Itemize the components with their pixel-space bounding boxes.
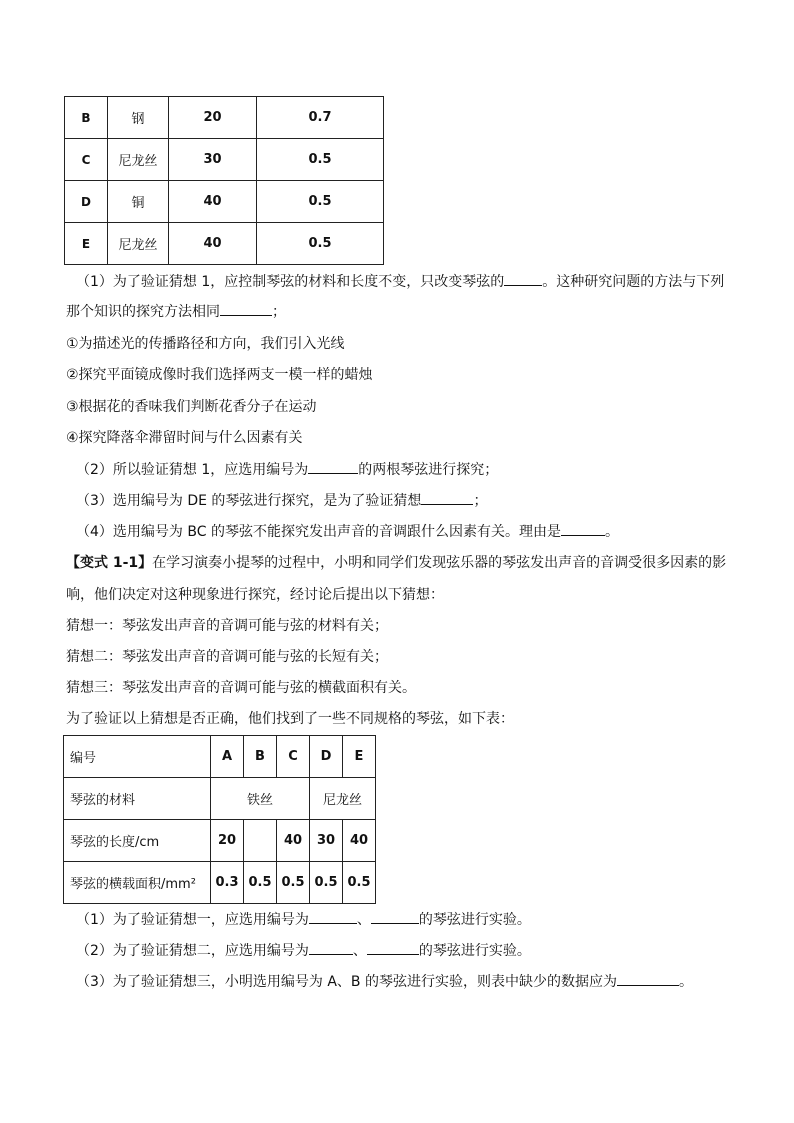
answer-blank[interactable] <box>220 303 272 316</box>
q3-text-b: ； <box>473 493 488 509</box>
string-spec-table-top <box>64 96 384 265</box>
vq2-text-a: （2）为了验证猜想二，应选用编号为 <box>76 943 309 959</box>
question-4 <box>76 523 619 541</box>
vq1-sep: 、 <box>356 912 371 928</box>
table1-material-cell: 钢 <box>108 97 169 139</box>
q4-text-b: 。 <box>604 524 619 540</box>
table1-area-cell: 0.7 <box>257 97 384 139</box>
question-1-line-2 <box>66 303 286 321</box>
table-row <box>65 181 384 223</box>
table1-material-cell: 尼龙丝 <box>108 223 169 265</box>
table2-area-e: 0.5 <box>343 862 376 904</box>
table2-material-label: 琴弦的材料 <box>64 778 211 820</box>
answer-blank[interactable] <box>421 492 473 505</box>
table1-material-cell: 铜 <box>108 181 169 223</box>
table-intro: 为了验证以上猜想是否正确，他们找到了一些不同规格的琴弦，如下表： <box>66 711 514 727</box>
answer-blank[interactable] <box>371 911 419 924</box>
question-2 <box>76 461 498 479</box>
table1-area-cell: 0.5 <box>257 181 384 223</box>
vq2-sep: 、 <box>352 943 367 959</box>
table1-length-cell: 40 <box>169 223 257 265</box>
table1-id-cell: B <box>65 97 108 139</box>
table2-row-material <box>64 778 376 820</box>
table2-area-a: 0.3 <box>211 862 244 904</box>
q1-text-b: 。这种研究问题的方法与下列 <box>542 274 725 290</box>
string-spec-table-variant <box>63 735 376 904</box>
table2-material-nylon: 尼龙丝 <box>310 778 376 820</box>
table2-id-d: D <box>310 736 343 778</box>
q1-text-d: ； <box>272 304 286 320</box>
guess-1: 猜想一：琴弦发出声音的音调可能与弦的材料有关； <box>66 618 388 634</box>
table2-row-length <box>64 820 376 862</box>
table1-area-cell: 0.5 <box>257 223 384 265</box>
table1-id-cell: D <box>65 181 108 223</box>
vq3-text-b: 。 <box>679 974 693 990</box>
table2-length-c: 40 <box>277 820 310 862</box>
table2-length-a: 20 <box>211 820 244 862</box>
table-row <box>65 97 384 139</box>
table2-length-label: 琴弦的长度/cm <box>64 820 211 862</box>
question-3 <box>76 492 487 510</box>
option-2: ②探究平面镜成像时我们选择两支一模一样的蜡烛 <box>66 367 373 383</box>
answer-blank[interactable] <box>617 973 679 986</box>
guess-3: 猜想三：琴弦发出声音的音调可能与弦的横截面积有关。 <box>66 680 416 696</box>
variant-question-2 <box>76 942 531 960</box>
q1-text-c: 那个知识的探究方法相同 <box>66 304 220 320</box>
variant-intro-line-1 <box>66 554 726 572</box>
option-4: ④探究降落伞滞留时间与什么因素有关 <box>66 430 303 446</box>
table1-length-cell: 40 <box>169 181 257 223</box>
table2-row-id <box>64 736 376 778</box>
q2-text-b: 的两根琴弦进行探究； <box>358 462 499 478</box>
table2-header-label: 编号 <box>64 736 211 778</box>
vq3-text-a: （3）为了验证猜想三，小明选用编号为 A、B 的琴弦进行实验，则表中缺少的数据应为 <box>76 974 617 990</box>
table2-id-c: C <box>277 736 310 778</box>
answer-blank[interactable] <box>504 273 542 286</box>
q1-text-a: （1）为了验证猜想 1，应控制琴弦的材料和长度不变，只改变琴弦的 <box>76 274 505 290</box>
variant-tag: 【变式 1-1】 <box>66 555 153 571</box>
table2-area-d: 0.5 <box>310 862 343 904</box>
vq2-text-b: 的琴弦进行实验。 <box>418 943 531 959</box>
q2-text-a: （2）所以验证猜想 1，应选用编号为 <box>76 462 309 478</box>
answer-blank[interactable] <box>309 942 353 955</box>
table2-area-label: 琴弦的横载面积/mm² <box>64 862 211 904</box>
table2-id-a: A <box>211 736 244 778</box>
answer-blank[interactable] <box>309 911 357 924</box>
table2-length-b <box>244 820 277 862</box>
answer-blank[interactable] <box>367 942 419 955</box>
variant-text-1: 在学习演奏小提琴的过程中，小明和同学们发现弦乐器的琴弦发出声音的音调受很多因素的影 <box>152 555 727 571</box>
table2-id-e: E <box>343 736 376 778</box>
variant-question-1 <box>76 911 531 929</box>
table2-length-d: 30 <box>310 820 343 862</box>
table1-id-cell: C <box>65 139 108 181</box>
table2-area-c: 0.5 <box>277 862 310 904</box>
table2-length-e: 40 <box>343 820 376 862</box>
question-1-line-1 <box>76 273 724 291</box>
q3-text-a: （3）选用编号为 DE 的琴弦进行探究，是为了验证猜想 <box>76 493 422 509</box>
answer-blank[interactable] <box>561 523 605 536</box>
q4-text-a: （4）选用编号为 BC 的琴弦不能探究发出声音的音调跟什么因素有关。理由是 <box>76 524 561 540</box>
table2-row-area <box>64 862 376 904</box>
option-3: ③根据花的香味我们判断花香分子在运动 <box>66 399 317 415</box>
variant-question-3 <box>76 973 693 991</box>
variant-intro-line-2: 响，他们决定对这种现象进行探究，经讨论后提出以下猜想： <box>66 587 444 603</box>
option-1: ①为描述光的传播路径和方向，我们引入光线 <box>66 336 345 352</box>
table1-length-cell: 20 <box>169 97 257 139</box>
table1-area-cell: 0.5 <box>257 139 384 181</box>
table1-id-cell: E <box>65 223 108 265</box>
table-row <box>65 139 384 181</box>
table1-body <box>65 97 384 265</box>
vq1-text-a: （1）为了验证猜想一，应选用编号为 <box>76 912 309 928</box>
vq1-text-b: 的琴弦进行实验。 <box>418 912 531 928</box>
table-row <box>65 223 384 265</box>
table2-id-b: B <box>244 736 277 778</box>
guess-2: 猜想二：琴弦发出声音的音调可能与弦的长短有关； <box>66 649 388 665</box>
table2-material-iron: 铁丝 <box>211 778 310 820</box>
answer-blank[interactable] <box>308 461 358 474</box>
table1-material-cell: 尼龙丝 <box>108 139 169 181</box>
table2-area-b: 0.5 <box>244 862 277 904</box>
table1-length-cell: 30 <box>169 139 257 181</box>
